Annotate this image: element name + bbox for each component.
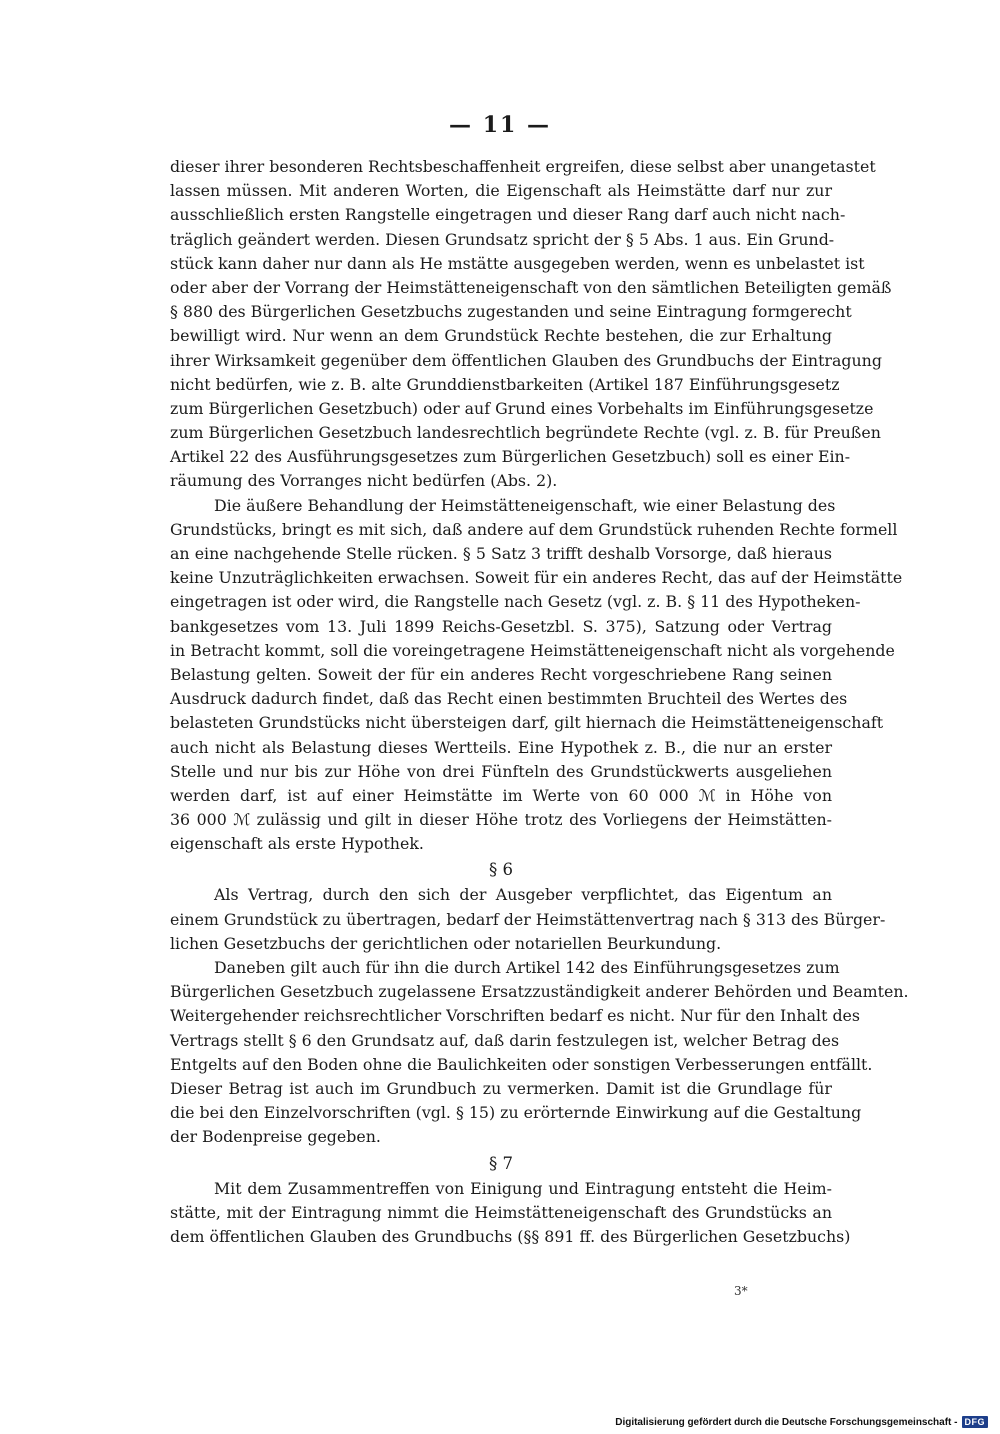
text-line: stück kann daher nur dann als He mstätte ausgegeben werden, wenn es unbelastet ist xyxy=(170,253,865,273)
text-line: Artikel 22 des Ausführungsgesetzes zum Bürgerlichen Gesetzbuch) soll es einer Ein- xyxy=(170,447,851,467)
text-line: lassen müssen. Mit anderen Worten, die Eigenschaft als Heimstätte darf nur zur xyxy=(170,181,832,201)
text-line: § 880 des Bürgerlichen Gesetzbuchs zugestanden und seine Eintragung formgerecht xyxy=(170,302,852,322)
text-line: zum Bürgerlichen Gesetzbuch landesrechtlich begründete Rechte (vgl. z. B. für Preußen xyxy=(170,423,881,443)
text-line: 36 000 ℳ zulässig und gilt in dieser Höhe trotz des Vorliegens der Heimstätten- xyxy=(170,810,832,830)
text-line: Stelle und nur bis zur Höhe von drei Fünfteln des Grundstückwerts ausgeliehen xyxy=(170,761,832,781)
text-line: Vertrags stellt § 6 den Grundsatz auf, daß darin festzulegen ist, welcher Betrag des xyxy=(170,1030,840,1050)
text-line: Ausdruck dadurch findet, daß das Recht einen bestimmten Bruchteil des Wertes des xyxy=(170,689,848,709)
text-line: Die äußere Behandlung der Heimstätteneigenschaft, wie einer Belastung des xyxy=(214,495,836,515)
text-line: Mit dem Zusammentreffen von Einigung und Eintragung entsteht die Heim- xyxy=(214,1178,832,1198)
section-heading: § 7 xyxy=(489,1153,513,1173)
text-line: ihrer Wirksamkeit gegenüber dem öffentlichen Glauben des Grundbuchs der Eintragung xyxy=(170,350,882,370)
text-line: Weitergehender reichsrechtlicher Vorschriften bedarf es nicht. Nur für den Inhalt des xyxy=(170,1006,861,1026)
section-heading: § 6 xyxy=(489,860,513,880)
text-line: eigenschaft als erste Hypothek. xyxy=(170,834,424,854)
paragraph xyxy=(170,494,903,857)
text-line: dieser ihrer besonderen Rechtsbeschaffenheit ergreifen, diese selbst aber unangetastet xyxy=(170,157,876,176)
page-number: — 11 — xyxy=(449,112,551,138)
text-line: Als Vertrag, durch den sich der Ausgeber verpflichtet, das Eigentum an xyxy=(214,885,832,905)
body-text xyxy=(170,155,909,1249)
paragraph xyxy=(170,956,909,1150)
text-line: keine Unzuträglichkeiten erwachsen. Soweit für ein anderes Recht, das auf der Heimstätte xyxy=(170,568,903,588)
text-line: dem öffentlichen Glauben des Grundbuchs (§§ 891 ff. des Bürgerlichen Gesetzbuchs) xyxy=(170,1226,851,1246)
text-line: lichen Gesetzbuchs der gerichtlichen oder notariellen Beurkundung. xyxy=(170,933,722,953)
text-line: einem Grundstück zu übertragen, bedarf der Heimstättenvertrag nach § 313 des Bürger- xyxy=(170,909,886,929)
text-line: träglich geändert werden. Diesen Grundsatz spricht der § 5 Abs. 1 aus. Ein Grund- xyxy=(170,229,835,249)
text-line: werden darf, ist auf einer Heimstätte im Werte von 60 000 ℳ in Höhe von xyxy=(170,785,832,805)
text-line: eingetragen ist oder wird, die Rangstelle nach Gesetz (vgl. z. B. § 11 des Hypotheken- xyxy=(170,592,861,612)
signature-mark: 3* xyxy=(734,1284,748,1298)
text-line: Bürgerlichen Gesetzbuch zugelassene Ersatzzuständigkeit anderer Behörden und Beamten. xyxy=(170,982,909,1002)
text-line: Entgelts auf den Boden ohne die Baulichkeiten oder sonstigen Verbesserungen entfällt. xyxy=(170,1054,873,1074)
text-line: auch nicht als Belastung dieses Wertteils. Eine Hypothek z. B., die nur an erster xyxy=(170,737,832,757)
text-line: der Bodenpreise gegeben. xyxy=(170,1127,381,1147)
text-line: Dieser Betrag ist auch im Grundbuch zu vermerken. Damit ist die Grundlage für xyxy=(170,1078,832,1098)
text-line: stätte, mit der Eintragung nimmt die Heimstätteneigenschaft des Grundstücks an xyxy=(170,1202,832,1222)
paragraph xyxy=(170,155,892,494)
paragraph xyxy=(170,1177,851,1250)
text-line: bankgesetzes vom 13. Juli 1899 Reichs-Gesetzbl. S. 375), Satzung oder Vertrag xyxy=(170,616,832,636)
dfg-logo-icon: DFG xyxy=(962,1416,989,1428)
text-line: nicht bedürfen, wie z. B. alte Grunddienstbarkeiten (Artikel 187 Einführungsgesetz xyxy=(170,374,840,394)
text-line: in Betracht kommt, soll die voreingetragene Heimstätteneigenschaft nicht als vorgehende xyxy=(170,640,895,660)
text-line: bewilligt wird. Nur wenn an dem Grundstück Rechte bestehen, die zur Erhaltung xyxy=(170,326,832,346)
text-line: ausschließlich ersten Rangstelle eingetragen und dieser Rang darf auch nicht nach- xyxy=(170,205,846,225)
text-line: Grundstücks, bringt es mit sich, daß andere auf dem Grundstück ruhenden Rechte formell xyxy=(170,519,898,539)
text-line: räumung des Vorranges nicht bedürfen (Abs. 2). xyxy=(170,471,558,491)
text-line: oder aber der Vorrang der Heimstätteneigenschaft von den sämtlichen Beteiligten gemäß xyxy=(170,277,892,297)
text-line: Belastung gelten. Soweit der für ein anderes Recht vorgeschriebene Rang seinen xyxy=(170,664,832,684)
text-line: Daneben gilt auch für ihn die durch Artikel 142 des Einführungsgesetzes zum xyxy=(214,958,840,977)
text-line: zum Bürgerlichen Gesetzbuch) oder auf Grund eines Vorbehalts im Einführungsgesetze xyxy=(170,398,874,418)
digitization-footer xyxy=(615,1416,988,1428)
text-line: belasteten Grundstücks nicht übersteigen darf, gilt hiernach die Heimstätteneigenschaft xyxy=(170,713,884,733)
text-line: die bei den Einzelvorschriften (vgl. § 15) zu erörternde Einwirkung auf die Gestaltung xyxy=(170,1103,862,1123)
footer-credit-text: Digitalisierung gefördert durch die Deutsche Forschungsgemeinschaft - xyxy=(615,1416,958,1428)
text-line: an eine nachgehende Stelle rücken. § 5 Satz 3 trifft deshalb Vorsorge, daß hieraus xyxy=(170,544,832,563)
paragraph xyxy=(170,883,886,956)
